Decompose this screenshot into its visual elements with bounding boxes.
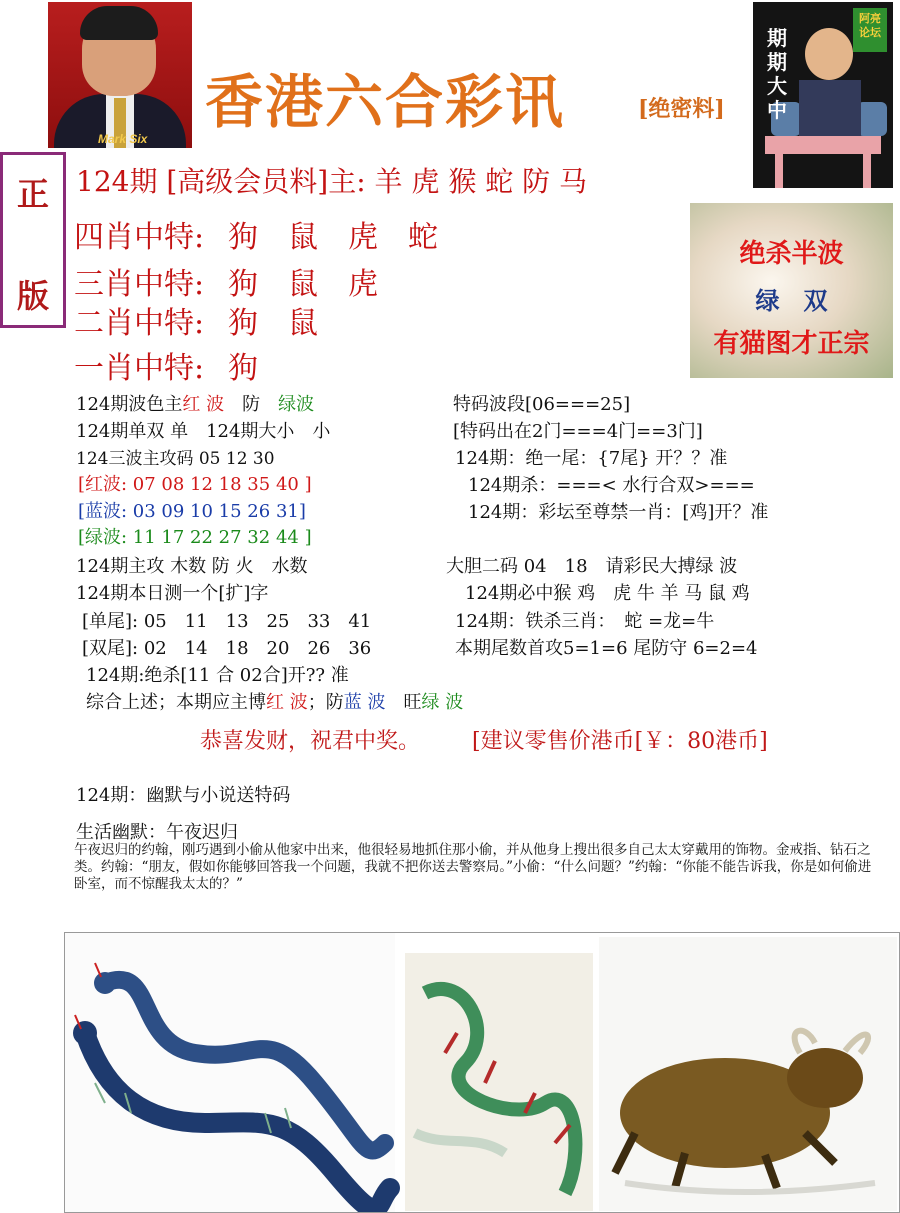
cartoon-image [753, 2, 893, 188]
right-kill-line: 124期杀：===< 水行合双>=== [468, 475, 755, 496]
page-subtitle: [绝密料] [638, 96, 725, 122]
story-body: 午夜迟归的约翰，刚巧遇到小偷从他家中出来，他很轻易地抓住那小偷，并从他身上搜出很多自己太太穿戴用的饰物。金戒指、钻石之类。约翰：“朋友，假如你能够回答我一个问题，我就不把你送去警察局。”小偷：“什么问题？”约翰：“你能不能告诉我，你是如何偷进卧室，而不惊醒我太太的？” [74, 842, 872, 892]
two-zodiac-label: 二肖中特: [74, 306, 205, 341]
dog-box-line2: 绿 双 [755, 286, 828, 315]
cartoon-label: 期期大中 [767, 26, 787, 122]
single-tail-line: [单尾]: 05 11 13 25 33 41 [82, 611, 372, 632]
tail-line: 124期：绝一尾：{7尾} 开？？准 [455, 448, 728, 469]
tail-attack-line: 本期尾数首攻5=1=6 尾防守 6=2=4 [455, 638, 758, 659]
iron-kill-line: 124期：铁杀三肖： 蛇 =龙=牛 [455, 611, 715, 632]
two-zodiac-value: 狗 鼠 [228, 306, 318, 341]
red-wave-line: [红波: 07 08 12 18 35 40 ] [78, 474, 312, 495]
must-hit-line: 124期必中猴 鸡 虎 牛 羊 马 鼠 鸡 [465, 583, 750, 604]
authentic-badge [0, 152, 66, 328]
green-wave-line: [绿波: 11 17 22 27 32 44 ] [78, 527, 312, 548]
bold-two-line: 大胆二码 04 18 请彩民大搏绿 波 [446, 556, 738, 577]
dog-box-line1: 绝杀半波 [739, 239, 844, 269]
one-zodiac-value: 狗 [228, 351, 258, 386]
three-wave-line: 124三波主攻码 05 12 30 [76, 449, 275, 469]
odd-even-line: 124期单双 单 124期大小 小 [76, 421, 331, 442]
badge-bottom: 版 [16, 277, 49, 315]
cartoon-tag: 阿亮 论坛 [853, 8, 887, 52]
segment-line: 特码波段[06===25] [453, 394, 631, 415]
daily-word-line: 124期本日测一个[扩]字 [76, 583, 269, 604]
page-title: 香港六合彩讯 [205, 68, 566, 136]
blue-wave-line: [蓝波: 03 09 10 15 26 31] [78, 501, 306, 522]
story-heading: 124期：幽默与小说送特码 [76, 785, 291, 806]
photo-logo: Mark Six [98, 132, 148, 146]
four-zodiac-label: 四肖中特: [74, 220, 205, 255]
door-line: [特码出在2门===4门==3门] [453, 421, 703, 442]
host-photo [48, 2, 192, 148]
story-title: 生活幽默：午夜迟归 [76, 822, 238, 843]
dog-box-line3: 有猫图才正宗 [713, 329, 870, 359]
wish-right: [建议零售价港币[￥：80港币] [472, 729, 768, 754]
double-tail-line: [双尾]: 02 14 18 20 26 36 [82, 638, 372, 659]
one-zodiac-label: 一肖中特: [74, 351, 205, 386]
main-attack-line: 124期主攻 木数 防 火 水数 [76, 556, 308, 577]
three-zodiac-label: 三肖中特: [74, 267, 205, 302]
member-line: 124期 [高级会员料]主: 羊 虎 猴 蛇 防 马 [76, 165, 588, 198]
kill-line: 124期:绝杀[11 合 02合]开?? 准 [86, 665, 349, 686]
forbid-line: 124期：彩坛至尊禁一肖：[鸡]开？准 [468, 502, 769, 523]
wish-left: 恭喜发财，祝君中奖。 [200, 729, 421, 754]
cat-dog-image [690, 203, 893, 378]
four-zodiac-value: 狗 鼠 虎 蛇 [228, 220, 438, 255]
summary-line: 综合上述；本期应主博红 波；防蓝 波 旺绿 波 [86, 692, 464, 713]
three-zodiac-value: 狗 鼠 虎 [228, 267, 378, 302]
zodiac-artwork [65, 933, 900, 1213]
zodiac-illustrations [64, 932, 900, 1213]
badge-top: 正 [16, 175, 49, 213]
wave-line: 124期波色主红 波 防 绿波 [76, 394, 315, 415]
